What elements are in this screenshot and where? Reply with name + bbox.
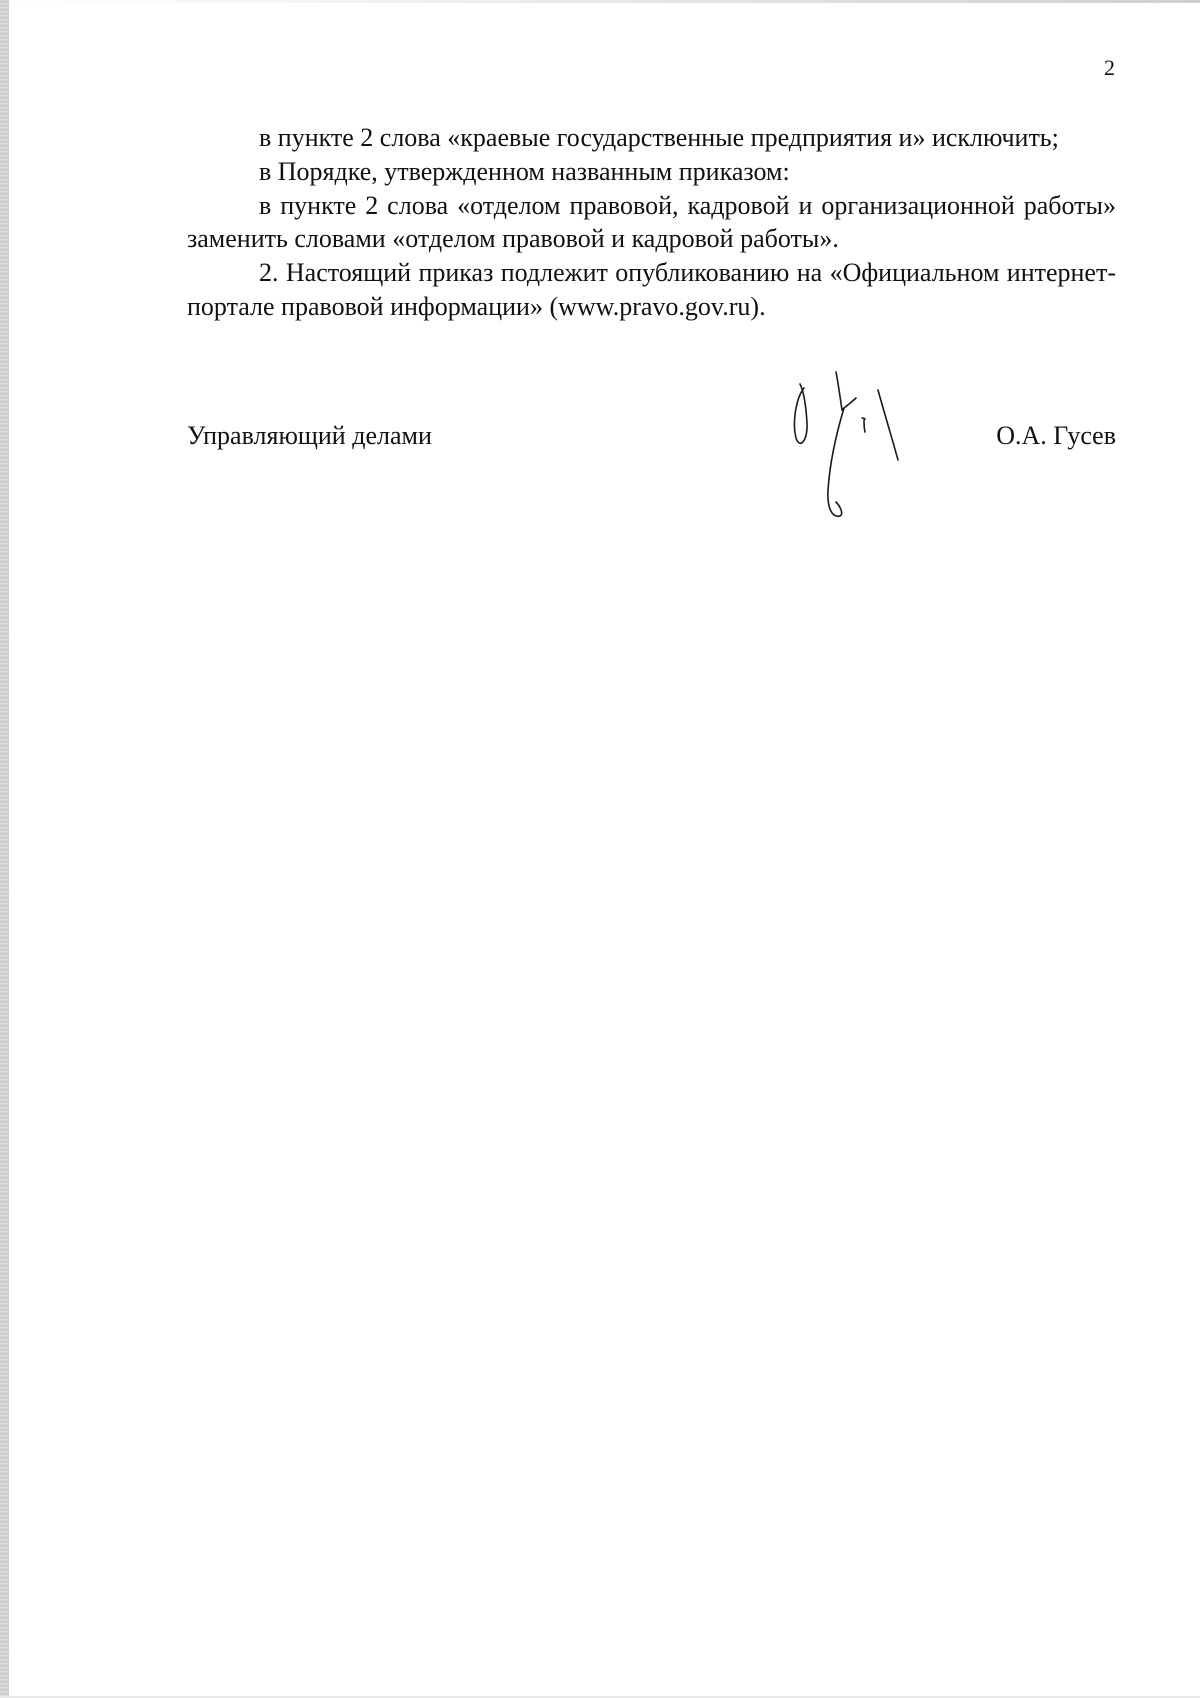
paragraph-publication: 2. Настоящий приказ подлежит опубликованию на «Официальном интернет-портале правовой информации» (www.pravo.gov.ru).: [187, 258, 1116, 321]
document-body: [187, 121, 1116, 324]
scan-left-edge: [0, 0, 9, 1698]
page-number: 2: [1104, 55, 1115, 80]
signer-name: О.А. Гусев: [996, 421, 1116, 450]
scan-top-edge: [0, 0, 1200, 3]
signature-block: [187, 419, 1116, 459]
handwritten-signature: [778, 368, 908, 523]
paragraph-procedure: в Порядке, утвержденном названным приказом:: [259, 156, 790, 186]
paragraph-replacement: в пункте 2 слова «отделом правовой, кадровой и организационной работы» заменить словами «отделом правовой и кадровой работы».: [187, 190, 1116, 254]
paragraph-exclusion: в пункте 2 слова «краевые государственные предприятия и» исключить;: [259, 123, 1059, 152]
signer-title: Управляющий делами: [187, 421, 432, 450]
